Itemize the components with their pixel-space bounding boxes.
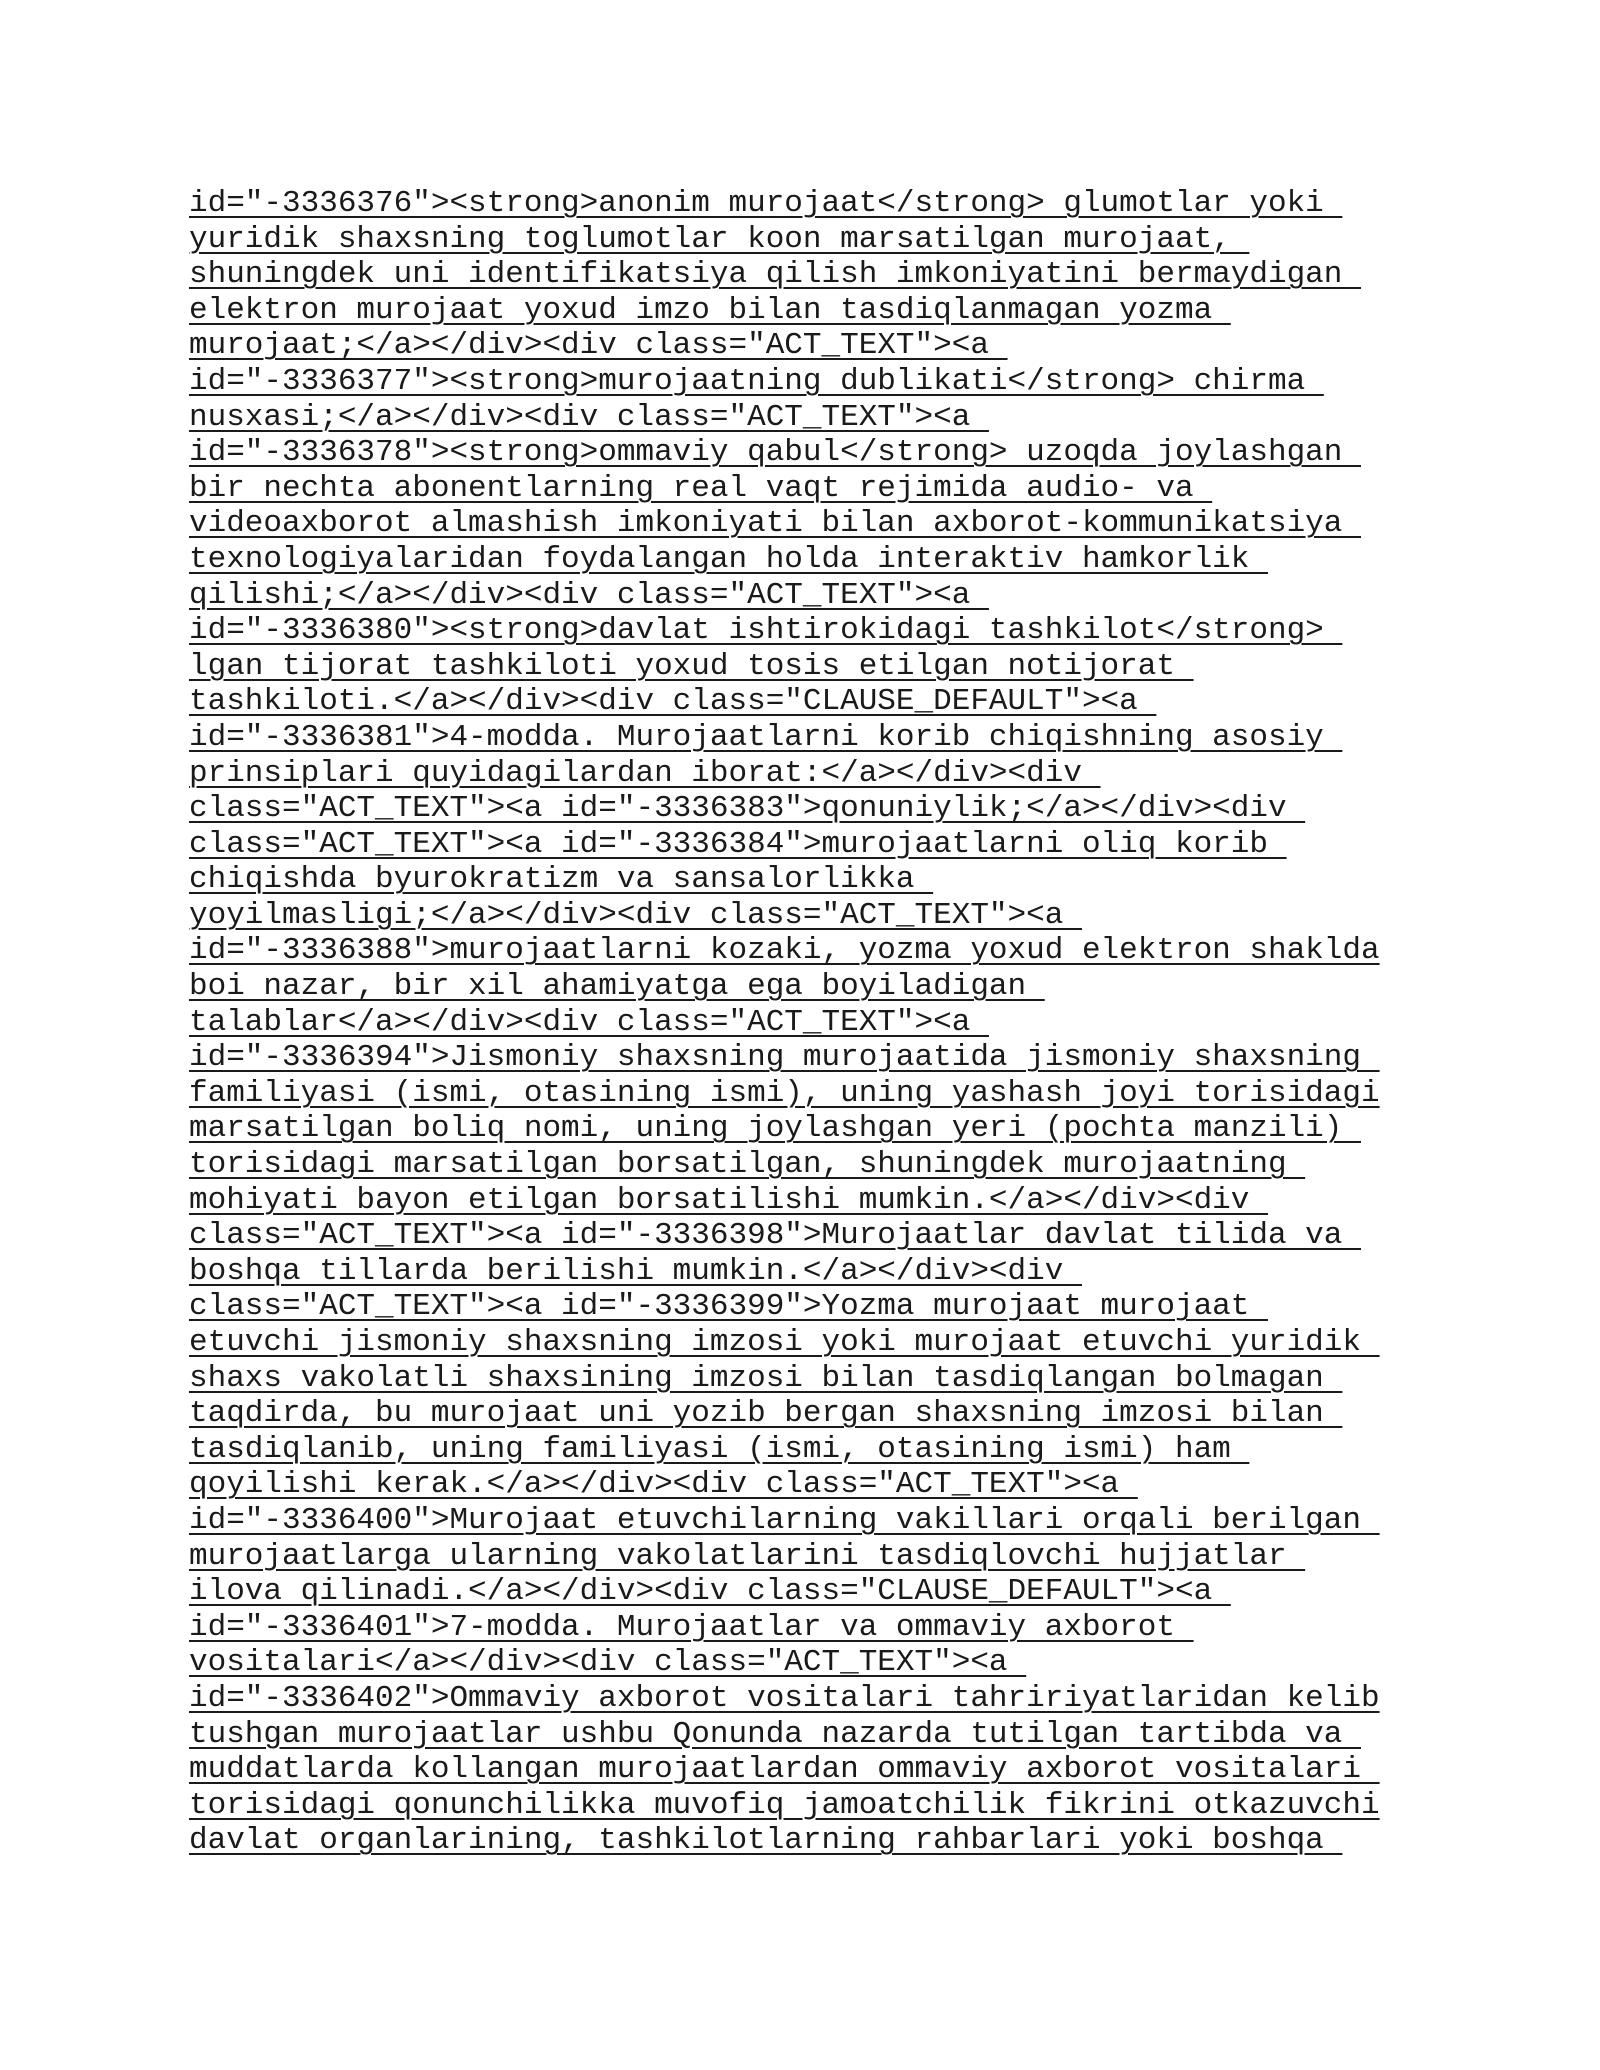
text-line[interactable]: lgan tijorat tashkiloti yoxud tosis etilgan notijorat <box>189 648 1194 684</box>
text-line[interactable]: shaxs vakolatli shaxsining imzosi bilan tasdiqlangan bolmagan <box>189 1360 1343 1396</box>
text-line[interactable]: id="-3336380"><strong>davlat ishtirokidagi tashkilot</strong> <box>189 613 1343 649</box>
text-line[interactable]: boi nazar, bir xil ahamiyatga ega boyiladigan <box>189 969 1045 1005</box>
text-line[interactable]: ilova qilinadi.</a></div><div class="CLAUSE_DEFAULT"><a <box>189 1574 1231 1610</box>
text-line[interactable]: class="ACT_TEXT"><a id="-3336384">murojaatlarni oliq korib <box>189 826 1287 862</box>
text-line[interactable]: murojaat;</a></div><div class="ACT_TEXT"><a <box>189 328 1008 364</box>
text-line[interactable]: taqdirda, bu murojaat uni yozib bergan shaxsning imzosi bilan <box>189 1396 1343 1432</box>
text-line[interactable]: id="-3336388">murojaatlarni kozaki, yozma yoxud elektron shaklda <box>189 933 1380 969</box>
text-line[interactable]: murojaatlarga ularning vakolatlarini tasdiqlovchi hujjatlar <box>189 1538 1306 1574</box>
text-line[interactable]: shuningdek uni identifikatsiya qilish imkoniyatini bermaydigan <box>189 257 1361 293</box>
text-line[interactable]: torisidagi qonunchilikka muvofiq jamoatchilik fikrini otkazuvchi <box>189 1787 1380 1823</box>
text-line[interactable]: boshqa tillarda berilishi mumkin.</a></div><div <box>189 1253 1082 1289</box>
text-line[interactable]: bir nechta abonentlarning real vaqt rejimida audio- va <box>189 470 1213 506</box>
text-line[interactable]: muddatlarda kollangan murojaatlardan ommaviy axborot vositalari <box>189 1752 1380 1788</box>
text-line[interactable]: marsatilgan boliq nomi, uning joylashgan yeri (pochta manzili) <box>189 1111 1361 1147</box>
text-line[interactable]: id="-3336394">Jismoniy shaxsning murojaatida jismoniy shaxsning <box>189 1040 1380 1076</box>
text-line[interactable]: chiqishda byurokratizm va sansalorlikka <box>189 862 934 898</box>
text-line[interactable]: id="-3336376"><strong>anonim murojaat</strong> glumotlar yoki <box>189 186 1343 221</box>
text-line[interactable]: prinsiplari quyidagilardan iborat:</a></div><div <box>189 755 1101 791</box>
text-line[interactable]: id="-3336378"><strong>ommaviy qabul</strong> uzoqda joylashgan <box>189 435 1361 471</box>
text-line[interactable]: class="ACT_TEXT"><a id="-3336383">qonuniylik;</a></div><div <box>189 791 1306 827</box>
text-line[interactable]: id="-3336377"><strong>murojaatning dublikati</strong> chirma <box>189 363 1324 399</box>
text-line[interactable]: class="ACT_TEXT"><a id="-3336399">Yozma murojaat murojaat <box>189 1289 1268 1325</box>
text-line[interactable]: torisidagi marsatilgan borsatilgan, shuningdek murojaatning <box>189 1147 1306 1183</box>
text-line[interactable]: davlat organlarining, tashkilotlarning rahbarlari yoki boshqa <box>189 1823 1343 1859</box>
text-line[interactable]: id="-3336381">4-modda. Murojaatlarni korib chiqishning asosiy <box>189 719 1343 755</box>
text-line[interactable]: vositalari</a></div><div class="ACT_TEXT"><a <box>189 1645 1027 1681</box>
text-line[interactable]: nusxasi;</a></div><div class="ACT_TEXT"><a <box>189 399 989 435</box>
text-line[interactable]: texnologiyalaridan foydalangan holda interaktiv hamkorlik <box>189 541 1268 577</box>
text-line[interactable]: mohiyati bayon etilgan borsatilishi mumkin.</a></div><div <box>189 1182 1268 1218</box>
text-line[interactable]: qoyilishi kerak.</a></div><div class="ACT_TEXT"><a <box>189 1467 1138 1503</box>
text-line[interactable]: elektron murojaat yoxud imzo bilan tasdiqlanmagan yozma <box>189 292 1231 328</box>
document-body <box>189 186 1449 1859</box>
text-line[interactable]: class="ACT_TEXT"><a id="-3336398">Murojaatlar davlat tilida va <box>189 1218 1361 1254</box>
text-line[interactable]: yoyilmasligi;</a></div><div class="ACT_TEXT"><a <box>189 897 1082 933</box>
text-line[interactable]: yuridik shaxsning toglumotlar koon marsatilgan murojaat, <box>189 221 1250 257</box>
text-line[interactable]: id="-3336402">Ommaviy axborot vositalari tahririyatlaridan kelib <box>189 1680 1380 1716</box>
text-line[interactable]: videoaxborot almashish imkoniyati bilan axborot-kommunikatsiya <box>189 506 1361 542</box>
text-line[interactable]: familiyasi (ismi, otasining ismi), uning yashash joyi torisidagi <box>189 1075 1380 1111</box>
text-line[interactable]: tushgan murojaatlar ushbu Qonunda nazarda tutilgan tartibda va <box>189 1716 1361 1752</box>
text-line[interactable]: qilishi;</a></div><div class="ACT_TEXT"><a <box>189 577 989 613</box>
text-line[interactable]: id="-3336401">7-modda. Murojaatlar va ommaviy axborot <box>189 1609 1194 1645</box>
text-line[interactable]: etuvchi jismoniy shaxsning imzosi yoki murojaat etuvchi yuridik <box>189 1325 1380 1360</box>
text-line[interactable]: id="-3336400">Murojaat etuvchilarning vakillari orqali berilgan <box>189 1502 1380 1538</box>
text-line[interactable]: tasdiqlanib, uning familiyasi (ismi, otasining ismi) ham <box>189 1431 1250 1467</box>
text-line[interactable]: talablar</a></div><div class="ACT_TEXT"><a <box>189 1004 989 1040</box>
text-line[interactable]: tashkiloti.</a></div><div class="CLAUSE_DEFAULT"><a <box>189 684 1157 720</box>
